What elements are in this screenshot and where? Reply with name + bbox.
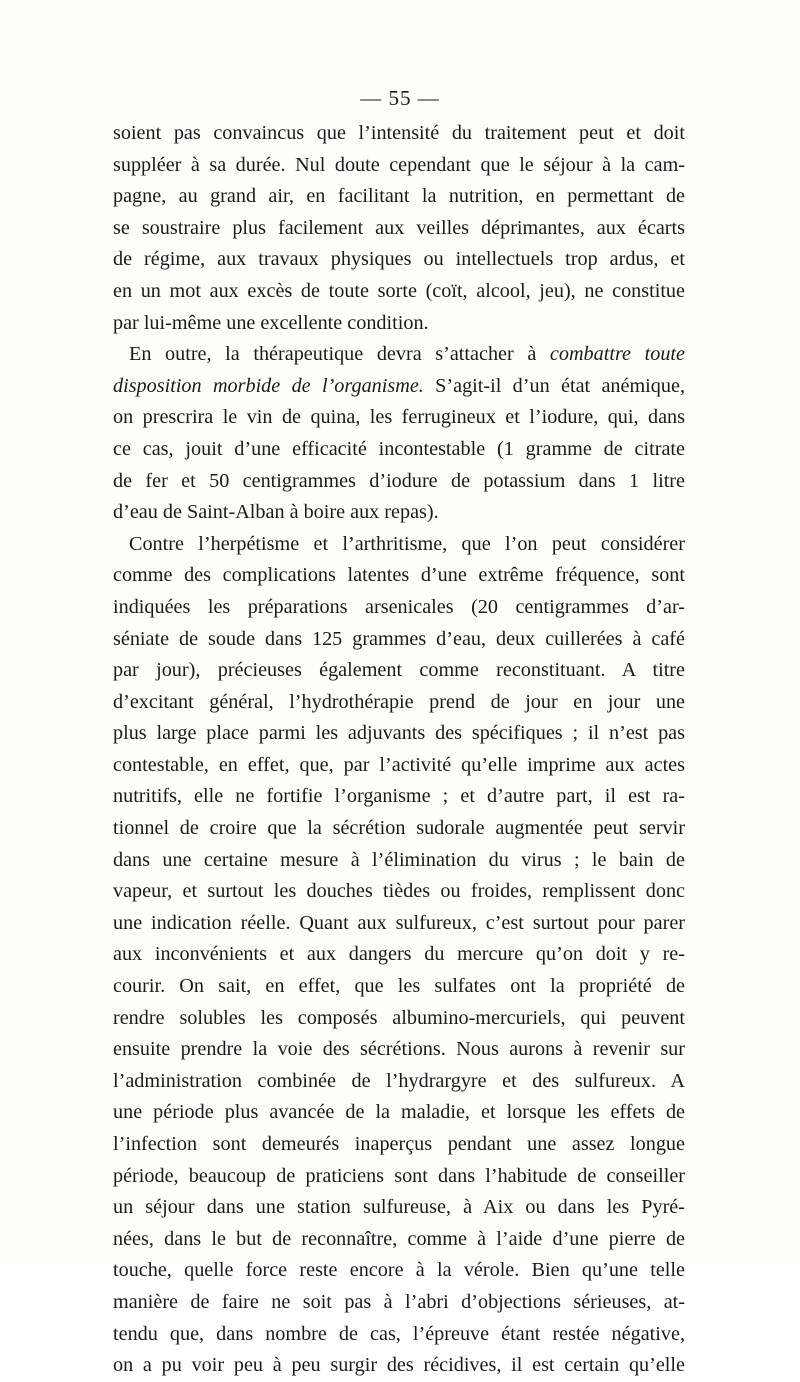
text-span: En outre, la thérapeutique devra s’attacher à (129, 343, 550, 366)
text-line: nées, dans le but de reconnaître, comme à l’aide d’une pierre de (113, 1227, 685, 1250)
text-line: suppléer à sa durée. Nul doute cependant que le séjour à la cam- (113, 153, 685, 176)
text-line: tionnel de croire que la sécrétion sudorale augmentée peut servir (113, 817, 685, 840)
text-line: ce cas, jouit d’une efficacité incontestable (1 gramme de citrate (113, 437, 685, 460)
text-line: se soustraire plus facilement aux veilles déprimantes, aux écarts (113, 216, 685, 239)
text-line: l’infection sont demeurés inaperçus pendant une assez longue (113, 1133, 685, 1155)
text-line: plus large place parmi les adjuvants des spécifiques ; il n’est pas (113, 722, 685, 745)
text-line: rendre solubles les composés albumino-mercuriels, qui peuvent (113, 1006, 685, 1029)
text-line: contestable, en effet, que, par l’activité qu’elle imprime aux actes (113, 753, 685, 776)
emphasis-text: disposition morbide de l’organisme. (113, 374, 424, 397)
text-line: une indication réelle. Quant aux sulfureux, c’est surtout pour parer (113, 911, 685, 934)
text-line: un séjour dans une station sulfureuse, à Aix ou dans les Pyré- (113, 1196, 685, 1219)
text-line: dans une certaine mesure à l’élimination du virus ; le bain de (113, 848, 685, 871)
text-line: ensuite prendre la voie des sécrétions. Nous aurons à revenir sur (113, 1038, 685, 1061)
text-line: nutritifs, elle ne fortifie l’organisme ; et d’autre part, il est ra- (113, 785, 685, 808)
text-line: pagne, au grand air, en facilitant la nutrition, en permettant de (113, 185, 685, 208)
text-line: de régime, aux travaux physiques ou intellectuels trop ardus, et (113, 248, 685, 271)
text-line: par lui-même une excellente condition. (113, 311, 429, 334)
text-line: aux inconvénients et aux dangers du mercure qu’on doit y re- (113, 943, 685, 966)
text-line: en un mot aux excès de toute sorte (coït, alcool, jeu), ne constitue (113, 279, 685, 302)
text-line: on prescrira le vin de quina, les ferrugineux et l’iodure, qui, dans (113, 406, 685, 429)
text-line: vapeur, et surtout les douches tièdes ou froides, remplissent donc (113, 880, 685, 903)
body-text (113, 118, 685, 1382)
text-line: séniate de soude dans 125 grammes d’eau, deux cuillerées à café (113, 627, 685, 650)
text-line: par jour), précieuses également comme reconstituant. A titre (113, 659, 685, 682)
text-line: tendu que, dans nombre de cas, l’épreuve étant restée négative, (113, 1322, 685, 1345)
text-line: indiquées les préparations arsenicales (20 centigrammes d’ar- (113, 595, 685, 618)
text-line (113, 339, 685, 371)
text-line: soient pas convaincus que l’intensité du traitement peut et doit (113, 122, 685, 144)
text-line: d’eau de Saint-Alban à boire aux repas). (113, 501, 439, 524)
text-line: manière de faire ne soit pas à l’abri d’objections sérieuses, at- (113, 1290, 685, 1313)
text-line: touche, quelle force reste encore à la vérole. Bien qu’une telle (113, 1259, 685, 1282)
page-number: — 55 — (360, 86, 440, 110)
text-line (113, 371, 685, 403)
emphasis-text: combattre toute (549, 343, 685, 366)
text-span: S’agit-il d’un état anémique, (423, 374, 685, 397)
text-line: Contre l’herpétisme et l’arthritisme, que l’on peut considérer (129, 532, 685, 555)
text-line: d’excitant général, l’hydrothérapie prend de jour en jour une (113, 690, 685, 713)
text-line: comme des complications latentes d’une extrême fréquence, sont (113, 564, 685, 587)
text-line: courir. On sait, en effet, que les sulfates ont la propriété de (113, 975, 685, 998)
text-line: l’administration combinée de l’hydrargyre et des sulfureux. A (113, 1069, 685, 1092)
text-line: période, beaucoup de praticiens sont dans l’habitude de conseiller (113, 1164, 685, 1187)
text-line: de fer et 50 centigrammes d’iodure de potassium dans 1 litre (113, 469, 685, 492)
text-line: on a pu voir peu à peu surgir des récidives, il est certain qu’elle (113, 1354, 685, 1377)
text-line: une période plus avancée de la maladie, et lorsque les effets de (113, 1101, 685, 1124)
